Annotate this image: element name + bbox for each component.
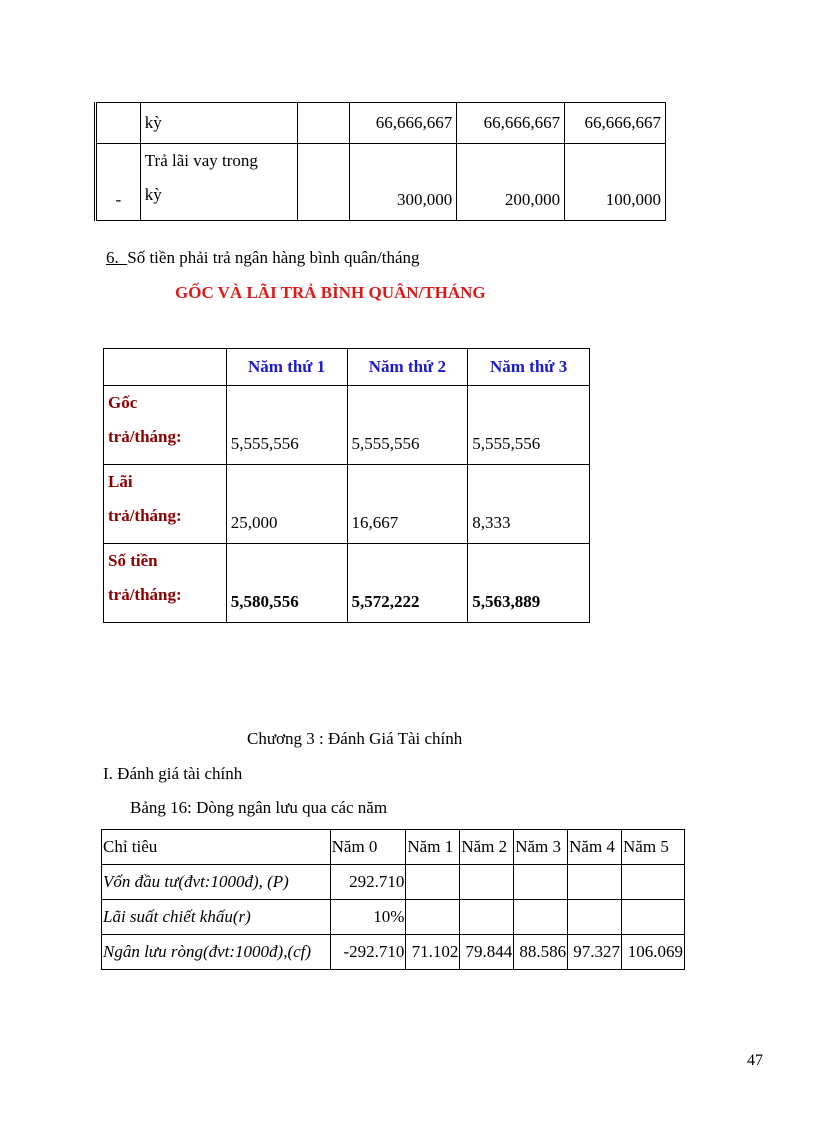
header-cell: Năm 5 <box>622 830 685 865</box>
header-cell: Năm thứ 2 <box>347 349 468 386</box>
value-cell <box>622 865 685 900</box>
loan-repayment-table-continued <box>94 102 666 221</box>
row-label: Vốn đầu tư(đvt:1000đ), (P) <box>102 865 331 900</box>
table-row <box>104 386 590 465</box>
value-cell: 66,666,667 <box>565 103 666 144</box>
header-cell: Năm 3 <box>514 830 568 865</box>
table-row <box>102 935 685 970</box>
value-cell: 5,580,556 <box>226 544 347 623</box>
table-row <box>104 465 590 544</box>
row-label-line: kỳ <box>144 185 162 204</box>
row-label <box>104 386 227 465</box>
header-cell: Năm thứ 3 <box>468 349 590 386</box>
table-header-row <box>102 830 685 865</box>
section-6-heading <box>106 248 420 268</box>
section-title: I. Đánh giá tài chính <box>103 764 243 783</box>
value-cell: 5,555,556 <box>347 386 468 465</box>
table-caption: Bảng 16: Dòng ngân lưu qua các năm <box>130 798 388 817</box>
row-label <box>104 544 227 623</box>
value-cell <box>514 865 568 900</box>
table-row <box>104 544 590 623</box>
value-cell <box>514 900 568 935</box>
row-label: Ngân lưu ròng(đvt:1000đ),(cf) <box>102 935 331 970</box>
header-cell: Năm thứ 1 <box>226 349 347 386</box>
page-number: 47 <box>747 1052 763 1069</box>
value-cell: 5,572,222 <box>347 544 468 623</box>
row-label <box>104 465 227 544</box>
header-cell <box>104 349 227 386</box>
value-cell <box>460 865 514 900</box>
value-cell: -292.710 <box>330 935 406 970</box>
value-cell: 97.327 <box>568 935 622 970</box>
header-cell: Năm 1 <box>406 830 460 865</box>
monthly-payment-title: GỐC VÀ LÃI TRẢ BÌNH QUÂN/THÁNG <box>175 283 486 302</box>
row-label-line: Gốc <box>108 393 138 412</box>
value-cell: 88.586 <box>514 935 568 970</box>
row-label: Lãi suất chiết khấu(r) <box>102 900 331 935</box>
value-cell: 16,667 <box>347 465 468 544</box>
row-label-line: trả/tháng: <box>108 506 182 525</box>
row-label-line: trả/tháng: <box>108 585 182 604</box>
section-number: 6. <box>106 248 119 267</box>
row-label-line: Lãi <box>108 472 133 491</box>
value-cell: 66,666,667 <box>350 103 457 144</box>
value-cell <box>622 900 685 935</box>
value-cell: 25,000 <box>226 465 347 544</box>
value-cell: 100,000 <box>565 144 666 221</box>
table-row <box>102 900 685 935</box>
value-cell <box>568 900 622 935</box>
value-cell: 5,555,556 <box>226 386 347 465</box>
row-label <box>140 144 297 221</box>
table-row <box>102 865 685 900</box>
value-cell: 292.710 <box>330 865 406 900</box>
value-cell: 71.102 <box>406 935 460 970</box>
row-label-line: Số tiền <box>108 551 158 570</box>
value-cell: 10% <box>330 900 406 935</box>
row-marker: - <box>96 144 141 221</box>
monthly-payment-table <box>103 348 590 623</box>
value-cell: 5,555,556 <box>468 386 590 465</box>
value-cell <box>460 900 514 935</box>
table-header-row <box>104 349 590 386</box>
row-label-line: trả/tháng: <box>108 427 182 446</box>
header-cell: Năm 2 <box>460 830 514 865</box>
value-cell: 66,666,667 <box>457 103 565 144</box>
header-cell: Chỉ tiêu <box>102 830 331 865</box>
header-cell: Năm 0 <box>330 830 406 865</box>
value-cell <box>406 865 460 900</box>
table-row <box>96 144 666 221</box>
row-label-line: Trả lãi vay trong <box>144 151 258 170</box>
value-cell: 300,000 <box>350 144 457 221</box>
value-cell: 200,000 <box>457 144 565 221</box>
section-text: Số tiền phải trả ngân hàng bình quân/tháng <box>127 248 420 267</box>
row-label: kỳ <box>140 103 297 144</box>
value-cell <box>568 865 622 900</box>
chapter-title: Chương 3 : Đánh Giá Tài chính <box>247 729 463 748</box>
value-cell <box>406 900 460 935</box>
blank-cell <box>297 103 350 144</box>
value-cell: 5,563,889 <box>468 544 590 623</box>
cash-flow-table <box>101 829 685 970</box>
row-marker <box>96 103 141 144</box>
value-cell: 8,333 <box>468 465 590 544</box>
value-cell: 106.069 <box>622 935 685 970</box>
header-cell: Năm 4 <box>568 830 622 865</box>
value-cell: 79.844 <box>460 935 514 970</box>
table-row <box>96 103 666 144</box>
blank-cell <box>297 144 350 221</box>
